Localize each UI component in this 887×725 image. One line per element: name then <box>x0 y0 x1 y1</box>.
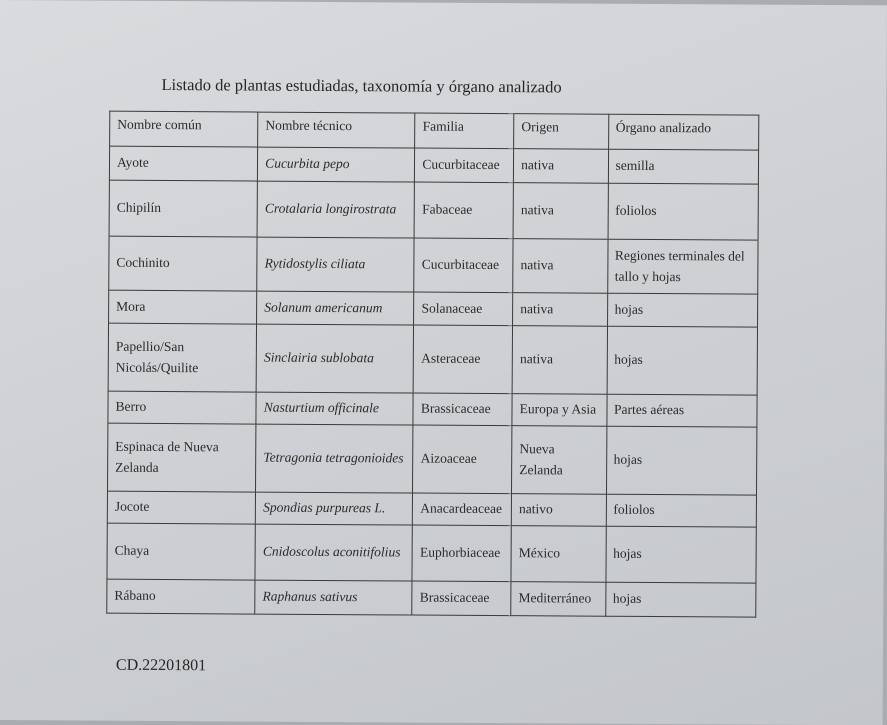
cell-organ: foliolos <box>606 494 757 527</box>
cell-origin: Mediterráneo <box>511 582 606 617</box>
cell-origin: nativa <box>513 239 608 294</box>
table-row <box>108 391 757 427</box>
cell-origin: Nueva Zelanda <box>512 426 607 495</box>
cell-origin: nativo <box>511 494 606 527</box>
cell-family: Asteraceae <box>413 325 512 394</box>
table-row <box>108 323 757 395</box>
cell-family: Cucurbitaceae <box>414 238 513 293</box>
cell-family: Anacardeaceae <box>413 493 512 526</box>
cell-technical-name: Spondias purpureas L. <box>256 492 413 525</box>
cell-common-name: Papellio/San Nicolás/Quilite <box>108 323 257 392</box>
header-family: Familia <box>415 113 514 149</box>
document-title: Listado de plantas estudiadas, taxonomía y órgano analizado <box>161 74 562 97</box>
table-row <box>107 491 756 527</box>
cell-common-name: Berro <box>108 391 256 424</box>
cell-common-name: Espinaca de Nueva Zelanda <box>108 423 257 492</box>
table-row <box>108 423 757 495</box>
cell-technical-name: Rytidostylis ciliata <box>257 237 415 292</box>
cell-common-name: Ayote <box>109 146 257 181</box>
cell-origin: nativa <box>513 183 608 240</box>
cell-origin: nativa <box>512 326 607 395</box>
cell-family: Solanaceae <box>414 292 513 326</box>
cell-family: Euphorbiaceae <box>412 525 511 582</box>
cell-technical-name: Cucurbita pepo <box>258 147 415 182</box>
header-technical-name: Nombre técnico <box>258 112 415 148</box>
cell-common-name: Cochinito <box>109 236 258 291</box>
table-header-row <box>110 111 759 150</box>
header-origin: Origen <box>514 114 609 150</box>
cell-organ: Partes aéreas <box>606 394 757 427</box>
cell-common-name: Chaya <box>107 523 256 580</box>
cell-family: Brassicaceae <box>413 393 512 426</box>
cell-family: Aizoaceae <box>413 425 512 494</box>
cell-organ: hojas <box>607 293 758 327</box>
cell-organ: hojas <box>605 526 756 583</box>
cell-origin: México <box>511 526 606 583</box>
table-row <box>107 579 756 617</box>
plants-table <box>106 111 759 618</box>
cell-family: Brassicaceae <box>412 581 511 616</box>
cell-technical-name: Crotalaria longirostrata <box>257 181 415 238</box>
cell-origin: nativa <box>513 293 608 327</box>
cell-origin: Europa y Asia <box>512 394 607 427</box>
cell-organ: semilla <box>608 149 759 184</box>
cell-family: Fabaceae <box>414 182 513 239</box>
cell-organ: hojas <box>607 326 758 395</box>
cell-origin: nativa <box>514 149 609 184</box>
table-row <box>109 146 758 184</box>
cell-family: Cucurbitaceae <box>415 148 514 183</box>
cell-common-name: Jocote <box>107 491 255 524</box>
document-code: CD.22201801 <box>115 656 207 675</box>
cell-organ: Regiones terminales del tallo y hojas <box>607 239 758 294</box>
cell-common-name: Mora <box>109 290 257 324</box>
table-row <box>109 290 758 327</box>
table-row <box>107 523 756 583</box>
table-row <box>109 180 758 240</box>
cell-technical-name: Cnidoscolus aconitifolius <box>255 524 413 581</box>
cell-technical-name: Tetragonia tetragonioides <box>256 424 414 493</box>
header-common-name: Nombre común <box>110 111 258 147</box>
cell-technical-name: Solanum americanum <box>257 291 414 325</box>
header-organ: Órgano analizado <box>608 114 759 150</box>
cell-organ: hojas <box>606 426 757 495</box>
table-row <box>109 236 758 294</box>
cell-technical-name: Nasturtium officinale <box>256 392 413 425</box>
cell-organ: foliolos <box>608 183 759 240</box>
cell-organ: hojas <box>605 582 756 617</box>
cell-common-name: Rábano <box>107 579 255 614</box>
cell-technical-name: Raphanus sativus <box>255 580 412 615</box>
cell-technical-name: Sinclairia sublobata <box>256 324 414 393</box>
cell-common-name: Chipilín <box>109 180 258 237</box>
